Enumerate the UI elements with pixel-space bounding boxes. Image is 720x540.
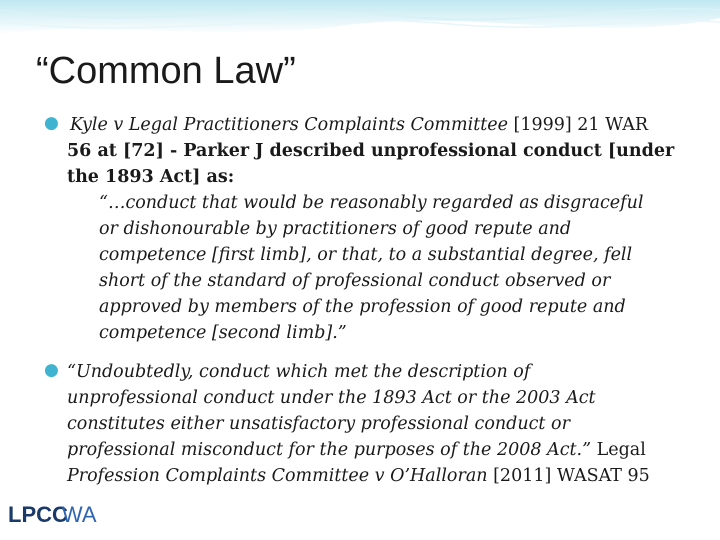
citation-reference: [1999] 21 WAR xyxy=(507,115,649,135)
bullet-1-line-2: 56 at [72] - Parker J described unprofessional conduct [under xyxy=(67,141,675,161)
bullet-2-line-4 xyxy=(67,437,677,463)
bullet-1-text xyxy=(67,112,677,346)
bullet-2-text xyxy=(67,359,677,489)
bullet-1-marker: ● xyxy=(44,113,59,133)
citation-lead: Legal xyxy=(591,440,646,460)
citation-reference: [2011] WASAT 95 xyxy=(487,466,650,486)
bullet-1-line-3: the 1893 Act] as: xyxy=(67,167,235,187)
lpcc-wa-logo xyxy=(8,500,97,530)
quote-line-2: or dishonourable by practitioners of good repute and xyxy=(99,219,572,239)
logo-lpcc-text: LPCC xyxy=(8,502,68,527)
case-citation-kyle: Kyle v Legal Practitioners Complaints Committee xyxy=(70,115,508,135)
quote-text: professional misconduct for the purposes of the 2008 Act.” xyxy=(67,440,592,460)
quote-line-3: competence [first limb], or that, to a substantial degree, fell xyxy=(99,245,633,265)
bullet-2-line-3: constitutes either unsatisfactory professional conduct or xyxy=(67,414,570,434)
quote-line-4: short of the standard of professional conduct observed or xyxy=(99,271,611,291)
quote-line-5: approved by members of the profession of good repute and xyxy=(99,297,626,317)
bullet-2-line-5 xyxy=(67,463,677,489)
bullet-2-marker: ● xyxy=(44,360,59,380)
slide-title: “Common Law” xyxy=(36,50,296,92)
quote-line-1: “…conduct that would be reasonably regarded as disgraceful xyxy=(99,193,644,213)
bullet-1-line-1 xyxy=(67,112,677,138)
bullet-2-line-2: unprofessional conduct under the 1893 Act or the 2003 Act xyxy=(67,388,596,408)
case-citation-ohalloran: Profession Complaints Committee v O’Halloran xyxy=(67,466,488,486)
bullet-2-line-1: “Undoubtedly, conduct which met the description of xyxy=(67,362,531,382)
logo-wa-text: WA xyxy=(61,502,97,527)
quote-line-6: competence [second limb].” xyxy=(99,323,347,343)
